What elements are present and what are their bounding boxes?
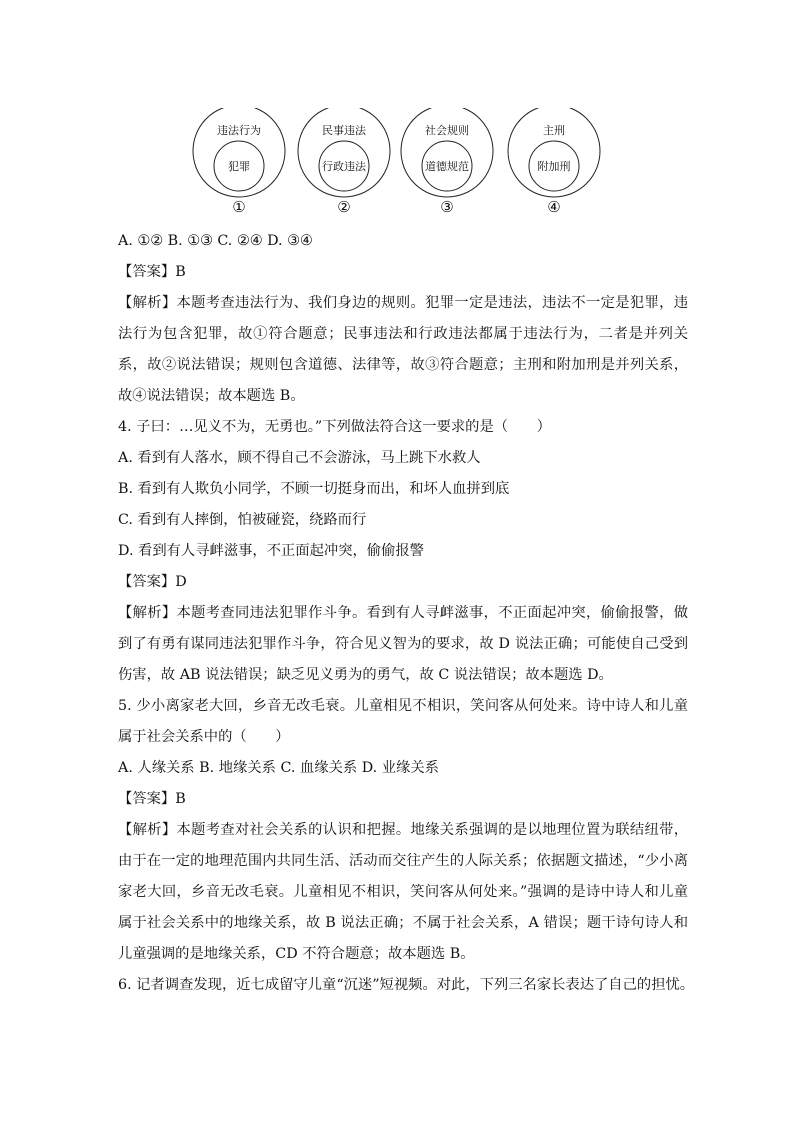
q3-options: A. ①② B. ①③ C. ②④ D. ③④ [118,233,313,249]
q5-analysis [118,815,688,970]
q4-option-c: C. 看到有人摔倒，怕被碰瓷，绕路而行 [118,512,367,528]
analysis-text: 本题考查同违法犯罪作斗争。看到有人寻衅滋事，不正面起冲突，偷偷报警，做到了有勇有谋同违法犯罪作斗争，符合见义智为的要求，故 D 说法正确；可能使自己受到伤害，故 AB 说法错误；缺乏见义勇为的勇气，故 C 说法错误；故本题选 D。 [118,605,689,683]
q5-answer [118,784,688,815]
answer-value: B [175,264,186,280]
analysis-label: 【解析】 [118,295,177,311]
analysis-label: 【解析】 [118,605,177,621]
q3-answer [118,257,688,288]
venn-diagram-svg [180,108,620,218]
outer-label: 社会规则 [425,124,469,137]
venn-diagram-figure [180,108,620,218]
q4-stem: 4. 子曰：…见义不为，无勇也。”下列做法符合这一要求的是（ ） [118,419,551,435]
analysis-label: 【解析】 [118,822,177,838]
q4-option-a: A. 看到有人落水，顾不得自己不会游泳，马上跳下水救人 [118,450,481,466]
q6-stem: 6. 记者调查发现，近七成留守儿童“沉迷”短视频。对此，下列三名家长表达了自己的担忧。 [118,977,695,993]
venn-diagram-4 [508,108,600,216]
answer-label: 【答案】 [118,791,176,807]
inner-label: 行政违法 [322,160,366,173]
q5-stem: 5. 少小离家老大回，乡音无改毛衰。儿童相见不相识，笑问客从何处来。诗中诗人和儿童属于社会关系中的（ ） [118,698,688,745]
outer-circle [401,108,493,197]
q3-analysis [118,288,688,412]
q4-answer [118,567,688,598]
diagram-number: ① [232,198,246,216]
diagram-number: ④ [547,198,561,216]
q4-analysis [118,598,688,691]
analysis-text: 本题考查对社会关系的认识和把握。地缘关系强调的是以地理位置为联结纽带，由于在一定的地理范围内共同生活、活动而交往产生的人际关系；依据题文描述，“少小离家老大回，乡音无改毛衰。儿童相见不相识，笑问客从何处来。”强调的是诗中诗人和儿童属于社会关系中的地缘关系，故 B 说法正确；不属于社会关系，A 错误；题干诗句诗人和儿童强调的是地缘关系，CD 不符合题意；故本题选 B。 [118,822,689,962]
answer-value: D [175,574,187,590]
diagram-number: ③ [440,198,454,216]
outer-label: 主刑 [543,124,565,137]
answer-label: 【答案】 [118,264,176,280]
inner-label: 道德规范 [425,160,469,173]
outer-circle [193,108,285,197]
q4-option-d: D. 看到有人寻衅滋事，不正面起冲突，偷偷报警 [118,543,424,559]
venn-diagram-3 [401,108,493,216]
analysis-text: 本题考查违法行为、我们身边的规则。犯罪一定是违法，违法不一定是犯罪，违法行为包含犯罪，故①符合题意；民事违法和行政违法都属于违法行为，二者是并列关系，故②说法错误；规则包含道德、法律等，故③符合题意；主刑和附加刑是并列关系，故④说法错误；故本题选 B。 [118,295,689,404]
inner-label: 犯罪 [228,160,250,173]
q5-options: A. 人缘关系 B. 地缘关系 C. 血缘关系 D. 业缘关系 [118,760,439,776]
diagram-number: ② [337,198,351,216]
venn-diagram-1 [193,108,285,216]
outer-label: 违法行为 [217,124,261,137]
document-body [118,226,695,1001]
venn-diagram-2 [298,108,390,216]
answer-label: 【答案】 [118,574,176,590]
outer-circle [508,108,600,197]
q4-option-b: B. 看到有人欺负小同学，不顾一切挺身而出，和坏人血拼到底 [118,481,510,497]
answer-value: B [175,791,186,807]
inner-label: 附加刑 [537,160,571,173]
outer-circle [298,108,390,197]
outer-label: 民事违法 [322,124,366,137]
